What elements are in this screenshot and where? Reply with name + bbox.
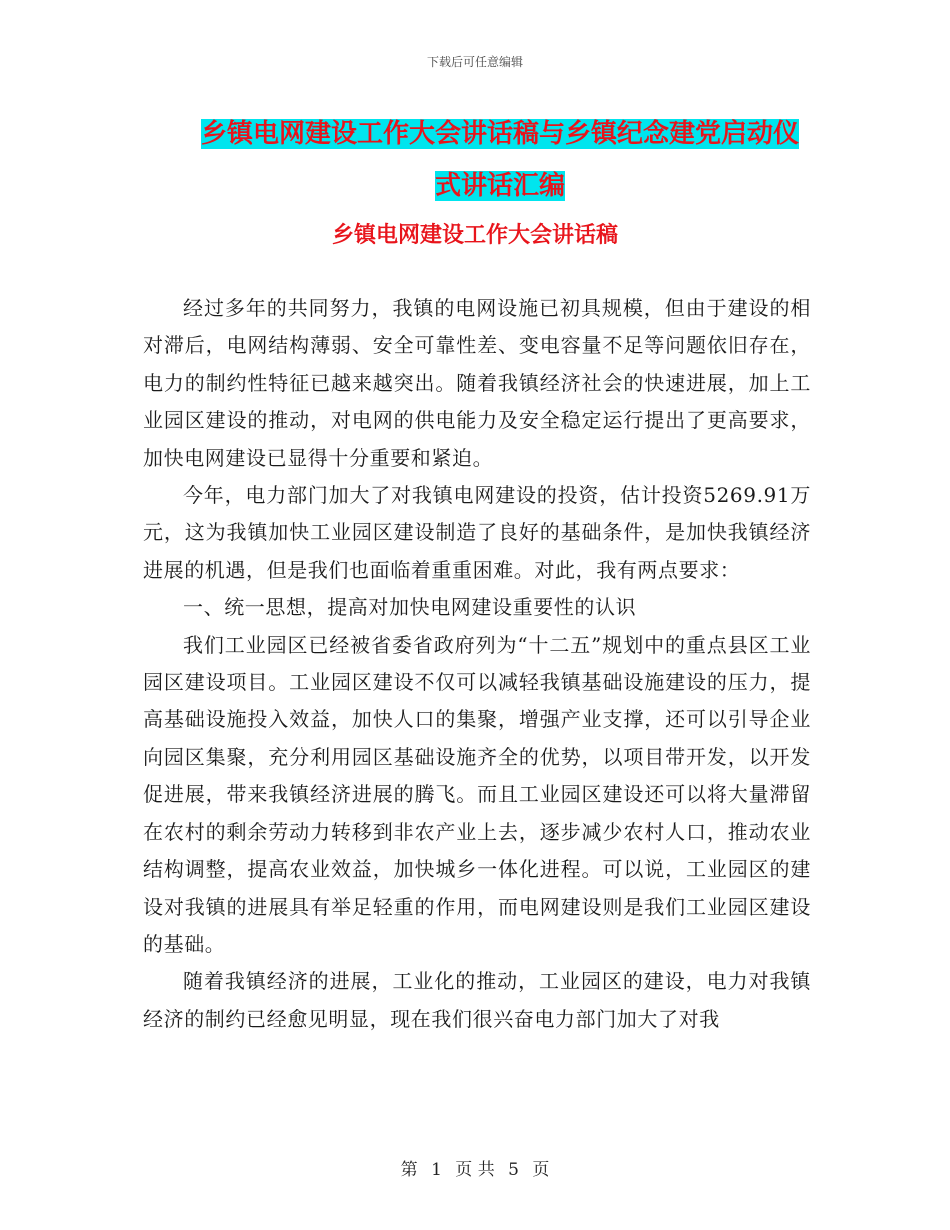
page-footer [0, 1155, 950, 1180]
section-heading: 一、统一思想，提高对加快电网建设重要性的认识 [183, 595, 637, 620]
paragraph: 随着我镇经济的进展，工业化的推动，工业园区的建设，电力对我镇经济的制约已经愈见明显，现在我们很兴奋电力部门加大了对我 [143, 969, 811, 1031]
current-page-number: 1 [431, 1160, 442, 1180]
document-body [143, 290, 811, 1038]
paragraph: 今年，电力部门加大了对我镇电网建设的投资，估计投资5269.91万元，这为我镇加快工业园区建设制造了良好的基础条件，是加快我镇经济进展的机遇，但是我们也面临着重重困难。对此，我有两点要求： [143, 483, 811, 582]
paragraph: 我们工业园区已经被省委省政府列为“十二五”规划中的重点县区工业园区建设项目。工业园区建设不仅可以减轻我镇基础设施建设的压力，提高基础设施投入效益，加快人口的集聚，增强产业支撑，还可以引导企业向园区集聚，充分利用园区基础设施齐全的优势，以项目带开发，以开发促进展，带来我镇经济进展的腾飞。而且工业园区建设还可以将大量滞留在农村的剩余劳动力转移到非农产业上去，逐步减少农村人口，推动农业结构调整，提高农业效益，加快城乡一体化进程。可以说，工业园区的建设对我镇的进展具有举足轻重的作用，而电网建设则是我们工业园区建设的基础。 [143, 632, 811, 956]
footer-prefix: 第 [400, 1160, 418, 1180]
footer-suffix: 页 [532, 1160, 550, 1180]
paragraph: 经过多年的共同努力，我镇的电网设施已初具规模，但由于建设的相对滞后，电网结构薄弱、安全可靠性差、变电容量不足等问题依旧存在，电力的制约性特征已越来越突出。随着我镇经济社会的快速进展，加上工业园区建设的推动，对电网的供电能力及安全稳定运行提出了更高要求，加快电网建设已显得十分重要和紧迫。 [143, 296, 811, 470]
document-title [190, 108, 810, 212]
section-title: 乡镇电网建设工作大会讲话稿 [331, 222, 618, 248]
document-title-text: 乡镇电网建设工作大会讲话稿与乡镇纪念建党启动仪式讲话汇编 [200, 119, 799, 201]
footer-middle: 页 共 [455, 1160, 495, 1180]
total-page-count: 5 [508, 1160, 519, 1180]
header-note: 下载后可任意编辑 [426, 55, 523, 69]
